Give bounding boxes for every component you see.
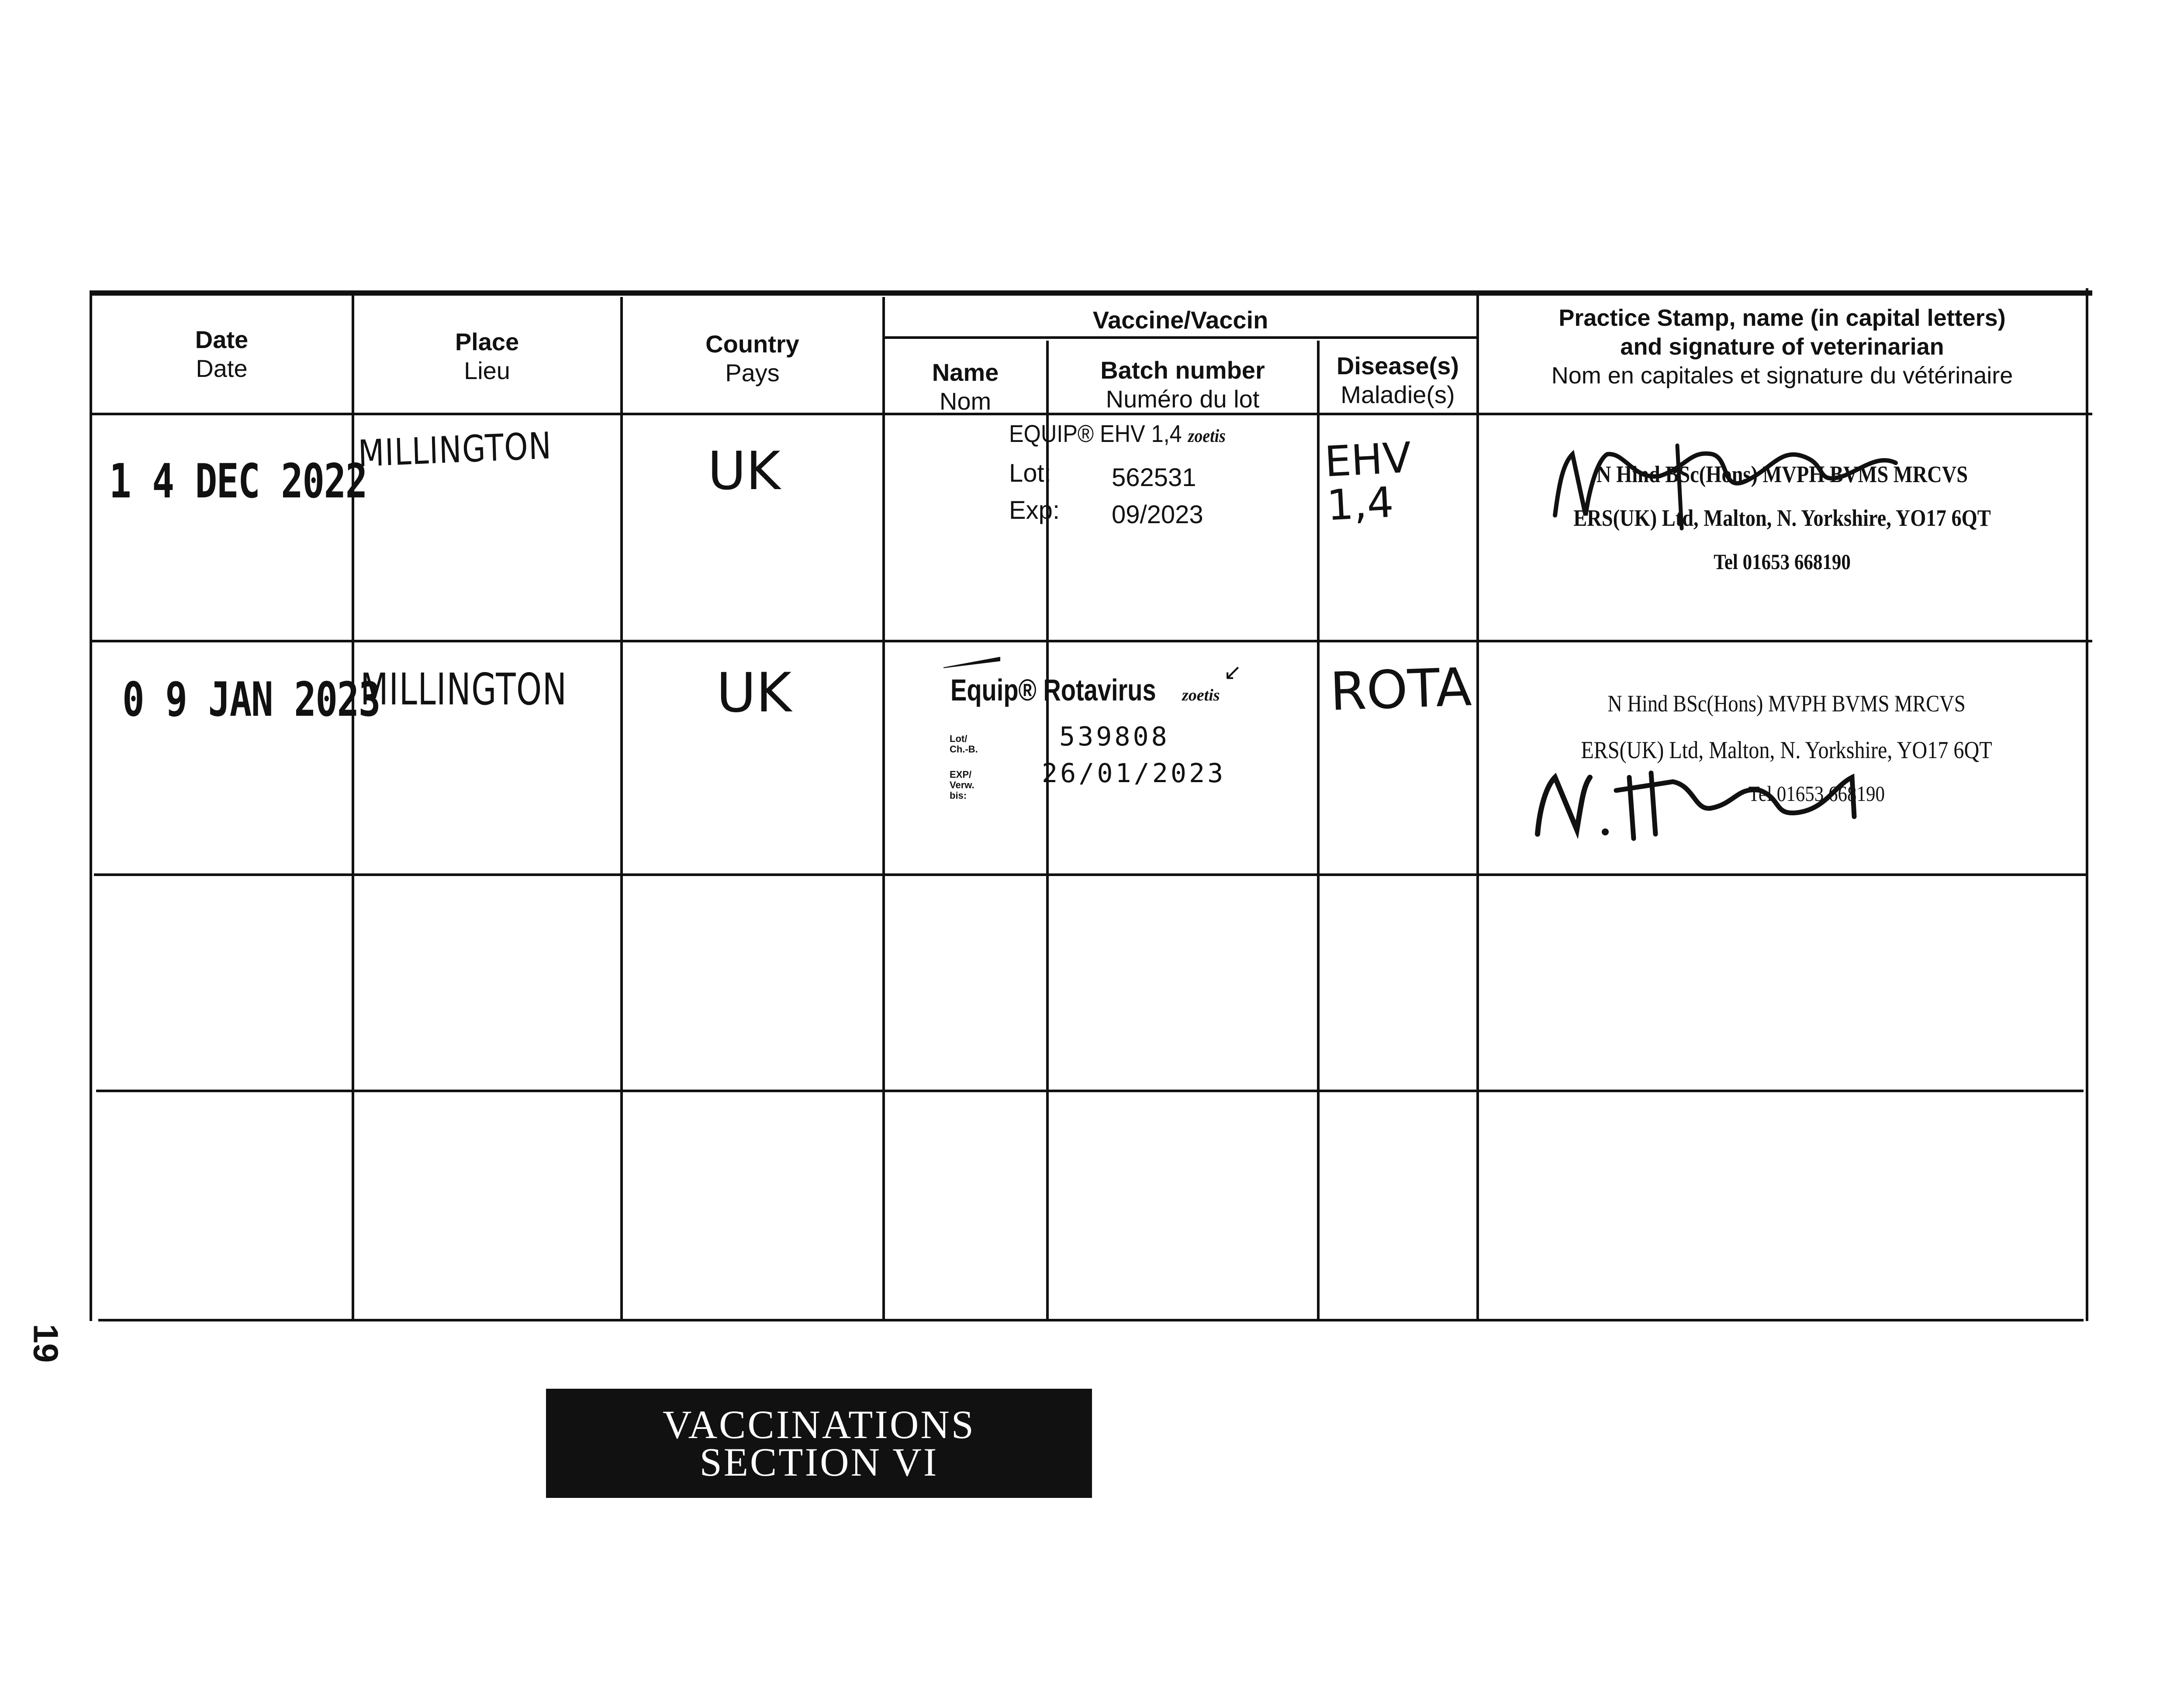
row1-bottom-border — [92, 640, 2092, 642]
table-left-border — [90, 290, 92, 1321]
row1-country: UK — [708, 441, 781, 502]
row2-date: 0 9 JAN 2023 — [122, 673, 380, 727]
row1-exp-value: 09/2023 — [1112, 500, 1203, 529]
row1-disease: EHV 1,4 — [1323, 433, 1413, 530]
row2-lot-value: 539808 — [1059, 721, 1170, 752]
vaccine-group-divider — [882, 336, 1479, 339]
arrow-icon: ↙ — [1223, 660, 1242, 684]
row2-country: UK — [716, 662, 792, 724]
row1-exp-label: Exp: — [1009, 496, 1060, 524]
row2-vet-company: ERS(UK) Ltd, Malton, N. Yorkshire, YO17 6QT — [1581, 737, 1992, 764]
header-disease — [1319, 352, 1476, 409]
row3-bottom-border — [96, 1090, 2084, 1092]
header-name-fr: Nom — [939, 387, 992, 415]
row2-disease: ROTA — [1329, 657, 1473, 723]
row1-vet-name: N Hind BSc(Hons) MVPH BVMS MRCVS — [1596, 461, 1968, 487]
table-bottom-border — [98, 1319, 2084, 1321]
header-name — [885, 358, 1046, 416]
banner-line1: VACCINATIONS — [663, 1402, 975, 1447]
row1-date: 1 4 DEC 2022 — [109, 454, 367, 509]
header-batch — [1048, 356, 1317, 414]
row2-lot-label: Lot/ Ch.-B. — [950, 733, 978, 755]
row2-bottom-border — [94, 873, 2086, 876]
row1-vaccine-name-text: EQUIP® EHV 1,4 — [1009, 420, 1182, 447]
col-batch-disease-divider — [1317, 341, 1320, 1321]
header-place — [354, 328, 620, 385]
row2-vaccine-name-text: Equip® Rotavirus — [950, 673, 1156, 707]
header-practice-line3: Nom en capitales et signature du vétérinaire — [1551, 362, 2013, 389]
row1-vet-tel: Tel 01653 668190 — [1714, 549, 1851, 574]
row2-vet-name: N Hind BSc(Hons) MVPH BVMS MRCVS — [1607, 690, 1966, 717]
page-number: 19 — [26, 1324, 66, 1363]
row2-place: MILLINGTON — [360, 664, 567, 715]
row1-maker-logo: zoetis — [1188, 426, 1226, 446]
header-disease-en: Disease(s) — [1336, 352, 1459, 379]
header-date-en: Date — [195, 326, 249, 353]
row2-vaccine-name — [950, 660, 1242, 707]
header-place-fr: Lieu — [464, 357, 510, 384]
banner-line2: SECTION VI — [699, 1440, 939, 1484]
col-place-country-divider — [620, 297, 623, 1321]
header-batch-fr: Numéro du lot — [1106, 385, 1260, 413]
header-place-en: Place — [455, 328, 519, 355]
header-country-en: Country — [705, 330, 799, 358]
row2-vaccine-sticker — [943, 655, 1284, 821]
col-country-vaccine-divider — [882, 297, 885, 1321]
header-country-fr: Pays — [725, 359, 780, 386]
row2-maker-logo: zoetis — [1182, 686, 1220, 704]
row2-vet-signature — [1529, 760, 1887, 847]
table-top-border — [90, 290, 2092, 296]
col-date-place-divider — [352, 295, 354, 1321]
row2-exp-value: 26/01/2023 — [1042, 758, 1226, 789]
header-batch-en: Batch number — [1100, 356, 1265, 384]
header-country — [622, 330, 882, 387]
row1-lot-label: Lot: — [1009, 459, 1051, 487]
header-date — [92, 325, 352, 383]
header-practice — [1479, 304, 2086, 390]
sticker-swoosh-icon — [943, 655, 1005, 668]
header-vaccine-group: Vaccine/Vaccin — [1092, 306, 1268, 334]
row1-vet-signature — [1546, 428, 1904, 542]
header-practice-line2: and signature of veterinarian — [1620, 334, 1944, 360]
row1-vet-company: ERS(UK) Ltd, Malton, N. Yorkshire, YO17 6QT — [1573, 505, 1991, 531]
row2-vet-tel: Tel 01653 668190 — [1748, 781, 1885, 806]
header-disease-fr: Maladie(s) — [1341, 381, 1455, 408]
row2-exp-label: EXP/ Verw. bis: — [950, 769, 975, 801]
header-practice-line1: Practice Stamp, name (in capital letters) — [1559, 305, 2006, 331]
row1-vaccine-name — [1009, 419, 1226, 448]
col-disease-practice-divider — [1476, 293, 1479, 1321]
header-name-en: Name — [932, 359, 999, 386]
row1-lot-value: 562531 — [1112, 463, 1196, 492]
section-banner — [546, 1389, 1092, 1498]
header-date-fr: Date — [196, 355, 248, 382]
row1-place: MILLINGTON — [357, 424, 553, 475]
